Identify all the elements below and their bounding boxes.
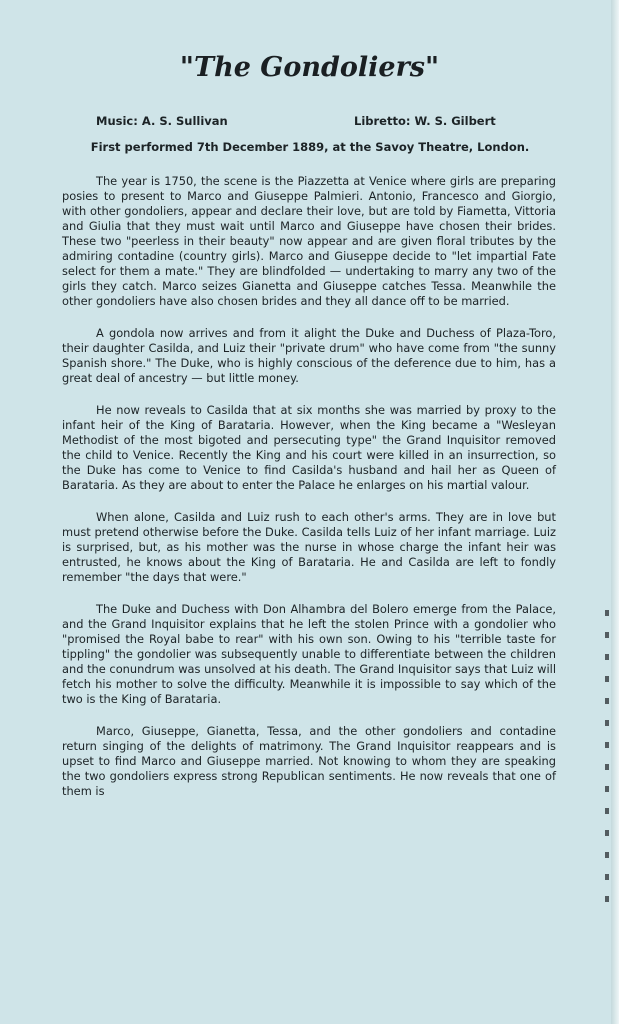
paragraph: When alone, Casilda and Luiz rush to each other's arms. They are in love but must pretend otherwise before the Duke. Casilda tells Luiz of her infant marriage. Luiz is surprised, but, as his mother was the nurse in whose charge the infant heir was entrusted, he knows about the King of Barataria. He and Casilda are left to fondly remember "the days that were." [62,510,556,584]
paragraph: The year is 1750, the scene is the Piazzetta at Venice where girls are preparing posies to present to Marco and Giuseppe Palmieri. Antonio, Francesco and Giorgio, with other gondoliers, appear and declare their love, but are told by Fiametta, Vittoria and Giulia that they must wait until Marco and Giuseppe have chosen their brides. These two "peerless in their beauty" now appear and are given floral tributes by the admiring contadine (country girls). Marco and Giuseppe decide to "let impartial Fate select for them a mate." They are blindfolded — undertaking to marry any two of the girls they catch. Marco seizes Gianetta and Giuseppe catches Tessa. Meanwhile the other gondoliers have also chosen brides and they all dance off to be married. [62,174,556,308]
synopsis-text [62,174,556,816]
libretto-credit: Libretto: W. S. Gilbert [354,114,496,128]
paragraph: The Duke and Duchess with Don Alhambra del Bolero emerge from the Palace, and the Grand Inquisitor explains that he left the stolen Prince with a gondolier who "promised the Royal babe to rear" with his own son. Owing to his "terrible taste for tippling" the gondolier was subsequently unable to differentiate between the children and the conundrum was unsolved at his death. The Grand Inquisitor says that Luiz will fetch his mother to solve the difficulty. Meanwhile it is impossible to say which of the two is the King of Barataria. [62,602,556,706]
paragraph: Marco, Giuseppe, Gianetta, Tessa, and the other gondoliers and contadine return singing of the delights of matrimony. The Grand Inquisitor reappears and is upset to find Marco and Giuseppe married. Not knowing to whom they are speaking the two gondoliers express strong Republican sentiments. He now reveals that one of them is [62,724,556,798]
paragraph: He now reveals to Casilda that at six months she was married by proxy to the infant heir of the King of Barataria. However, when the King became a "Wesleyan Methodist of the most bigoted and persecuting type" the Grand Inquisitor removed the child to Venice. Recently the King and his court were killed in an insurrection, so the Duke has come to Venice to find Casilda's husband and hail her as Queen of Barataria. As they are about to enter the Palace he enlarges on his martial valour. [62,403,556,492]
page-edge [611,0,619,1024]
binding-marks [605,610,609,910]
music-credit: Music: A. S. Sullivan [96,114,228,128]
premiere-line: First performed 7th December 1889, at the Savoy Theatre, London. [90,140,530,154]
page-title: "The Gondoliers" [179,52,440,83]
credits-line [96,114,526,128]
paragraph: A gondola now arrives and from it alight the Duke and Duchess of Plaza-Toro, their daughter Casilda, and Luiz their "private drum" who have come from "the sunny Spanish shore." The Duke, who is highly conscious of the deference due to him, has a great deal of ancestry — but little money. [62,326,556,385]
